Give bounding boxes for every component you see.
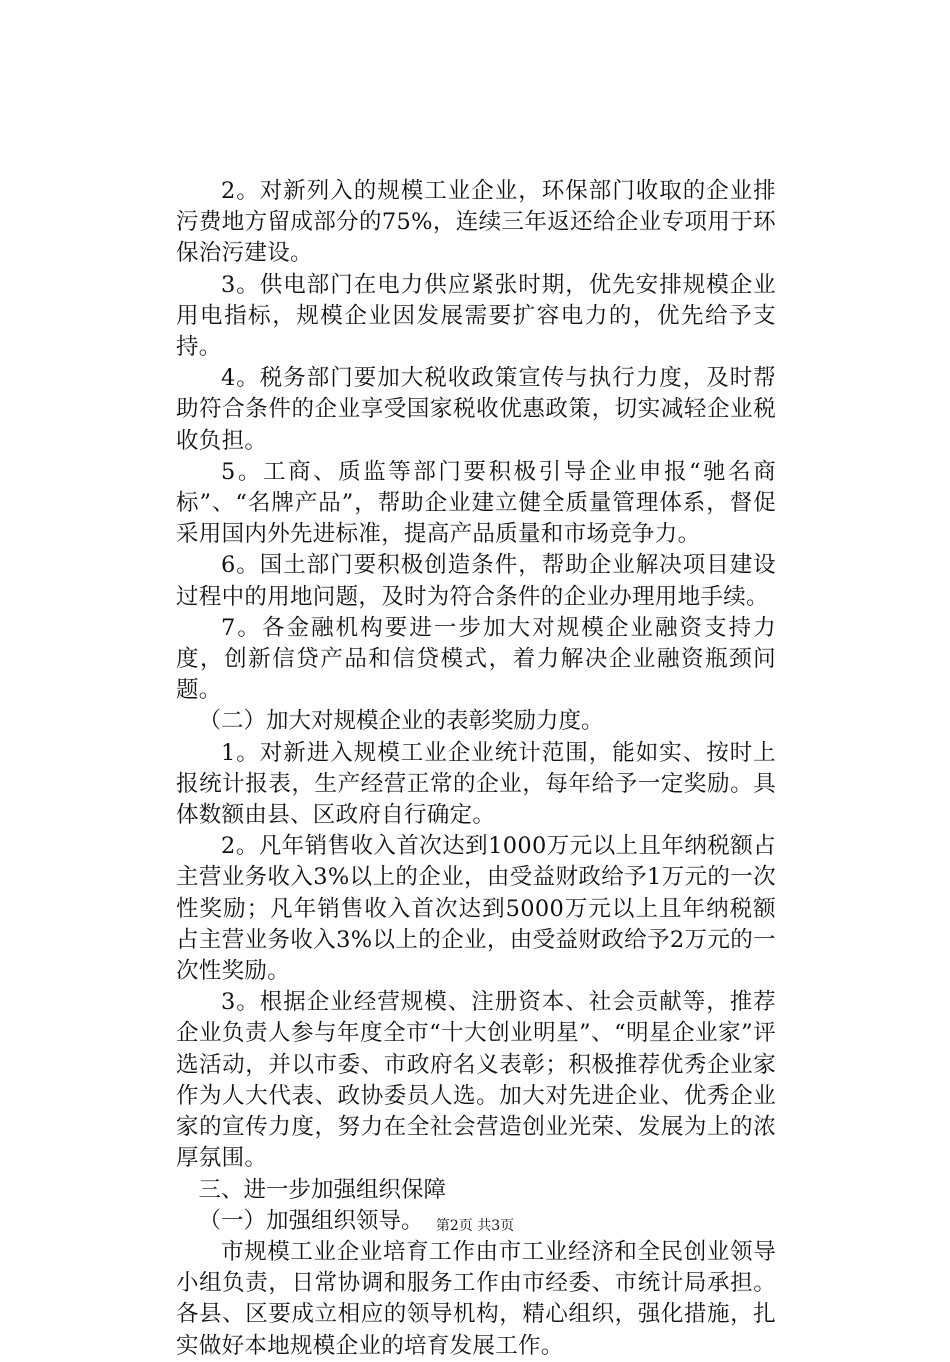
paragraph: 5。工商、质监等部门要积极引导企业申报“驰名商标”、“名牌产品”，帮助企业建立健全质量管理体系，督促采用国内外先进标准，提高产品质量和市场竞争力。 [176,458,776,548]
paragraph: 3。供电部门在电力供应紧张时期，优先安排规模企业用电指标，规模企业因发展需要扩容电力的，优先给予支持。 [176,271,776,361]
section-heading: 三、进一步加强组织保障 [198,1176,447,1203]
paragraph: 4。税务部门要加大税收政策宣传与执行力度，及时帮助符合条件的企业享受国家税收优惠政策，切实减轻企业税收负担。 [176,365,776,454]
paragraph: 7。各金融机构要进一步加大对规模企业融资支持力度，创新信贷产品和信贷模式，着力解决企业融资瓶颈问题。 [176,614,776,704]
paragraph: 1。对新进入规模工业企业统计范围，能如实、按时上报统计报表，生产经营正常的企业，每年给予一定奖励。具体数额由县、区政府自行确定。 [176,739,776,829]
paragraph: 2。凡年销售收入首次达到1000万元以上且年纳税额占主营业务收入3%以上的企业，由受益财政给予1万元的一次性奖励；凡年销售收入首次达到5000万元以上且年纳税额占主营业务收入3%以上的企业，由受益财政给予2万元的一次性奖励。 [176,833,776,985]
section-heading: （一）加强组织领导。 [198,1207,424,1234]
page-footer: 第2页 共3页 [435,1218,515,1234]
document-body [176,176,776,1362]
paragraph: 6。国土部门要积极创造条件，帮助企业解决项目建设过程中的用地问题，及时为符合条件的企业办理用地手续。 [176,552,776,610]
paragraph: 2。对新列入的规模工业企业，环保部门收取的企业排污费地方留成部分的75%，连续三年返还给企业专项用于环保治污建设。 [176,178,776,267]
section-heading: （二）加大对规模企业的表彰奖励力度。 [198,708,604,735]
paragraph: 市规模工业企业培育工作由市工业经济和全民创业领导小组负责，日常协调和服务工作由市经委、市统计局承担。各县、区要成立相应的领导机构，精心组织，强化措施，扎实做好本地规模企业的培育发展工作。 [176,1238,776,1359]
paragraph: 3。根据企业经营规模、注册资本、社会贡献等，推荐企业负责人参与年度全市“十大创业明星”、“明星企业家”评选活动，并以市委、市政府名义表彰；积极推荐优秀企业家作为人大代表、政协委员人选。加大对先进企业、优秀企业家的宣传力度，努力在全社会营造创业光荣、发展为上的浓厚氛围。 [176,989,776,1172]
